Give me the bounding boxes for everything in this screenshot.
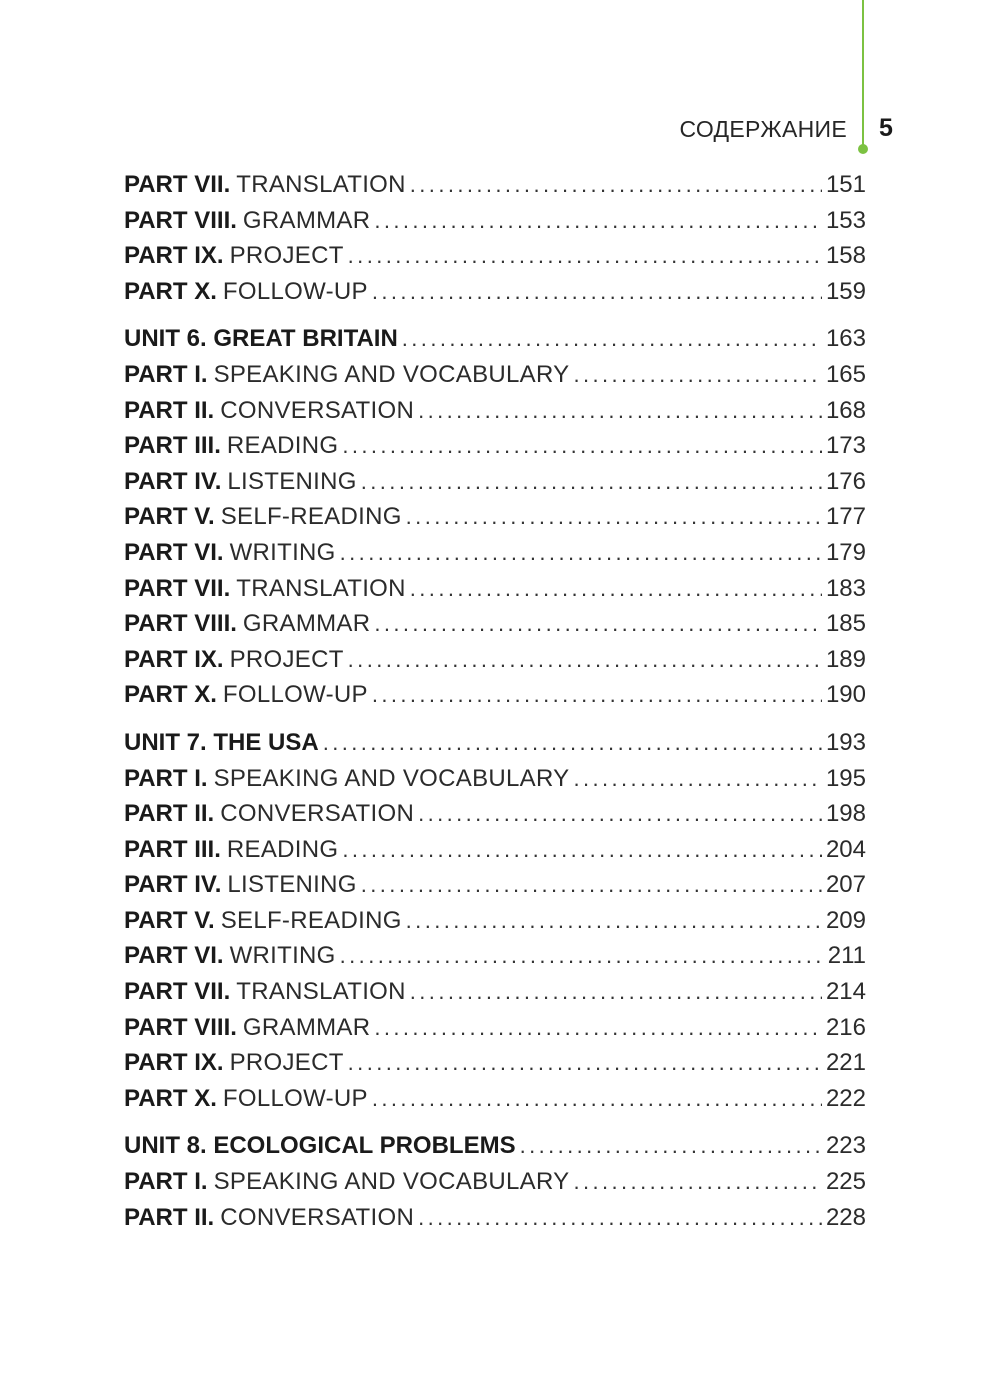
dot-leader	[374, 611, 822, 637]
toc-entry-title: WRITING	[229, 942, 336, 970]
toc-entry-page: 209	[825, 906, 866, 934]
toc-entry-heading: PART VIII.	[124, 1013, 237, 1041]
toc-entry-heading: UNIT 7. THE USA	[124, 728, 319, 756]
toc-entry-page: 179	[825, 538, 866, 566]
toc-entry[interactable]	[124, 361, 866, 397]
dot-leader	[406, 504, 822, 530]
dot-leader	[520, 1133, 822, 1159]
toc-entry[interactable]	[124, 242, 866, 278]
toc-group	[124, 325, 866, 717]
toc-entry[interactable]	[124, 171, 866, 207]
toc-entry-heading: PART IV.	[124, 467, 222, 495]
dot-leader	[402, 326, 822, 352]
dot-leader	[372, 682, 822, 708]
toc-entry-page: 190	[825, 681, 866, 709]
toc-entry[interactable]	[124, 1085, 866, 1121]
toc-entry-heading: PART I.	[124, 1168, 208, 1196]
dot-leader	[410, 979, 822, 1005]
toc-entry[interactable]	[124, 729, 866, 765]
toc-entry-title: GRAMMAR	[242, 206, 371, 234]
toc-entry-page: 195	[825, 764, 866, 792]
toc-entry-heading: PART X.	[124, 1084, 217, 1112]
toc-entry[interactable]	[124, 978, 866, 1014]
toc-entry[interactable]	[124, 907, 866, 943]
toc-entry-title: CONVERSATION	[220, 800, 415, 828]
toc-entry-title: FOLLOW-UP	[222, 277, 368, 305]
toc-entry[interactable]	[124, 800, 866, 836]
toc-entry-title: LISTENING	[227, 871, 357, 899]
toc-entry-page: 216	[825, 1013, 866, 1041]
dot-leader	[348, 647, 822, 673]
toc-entry-heading: PART VI.	[124, 942, 224, 970]
toc-entry-page: 168	[825, 396, 866, 424]
toc-entry[interactable]	[124, 1168, 866, 1204]
toc-entry-heading: PART III.	[124, 432, 221, 460]
toc-entry-page: 198	[825, 800, 866, 828]
toc-entry-heading: PART VIII.	[124, 610, 237, 638]
toc-entry-page: 228	[825, 1203, 866, 1231]
toc-entry-page: 222	[825, 1084, 866, 1112]
toc-entry-title: LISTENING	[227, 467, 357, 495]
toc-entry-heading: PART VII.	[124, 171, 231, 198]
toc-entry[interactable]	[124, 681, 866, 717]
toc-entry[interactable]	[124, 539, 866, 575]
toc-entry[interactable]	[124, 1132, 866, 1168]
toc-entry-heading: PART VII.	[124, 978, 231, 1006]
toc-entry-page: 207	[825, 871, 866, 899]
toc-entry[interactable]	[124, 397, 866, 433]
toc-entry[interactable]	[124, 871, 866, 907]
toc-entry-page: 158	[825, 242, 866, 270]
toc-group	[124, 171, 866, 313]
toc-entry-title: TRANSLATION	[236, 574, 406, 602]
dot-leader	[372, 279, 822, 305]
toc-entry-title: TRANSLATION	[236, 978, 406, 1006]
toc-entry[interactable]	[124, 278, 866, 314]
toc-entry[interactable]	[124, 836, 866, 872]
toc-entry[interactable]	[124, 1049, 866, 1085]
toc-entry-heading: PART V.	[124, 503, 215, 531]
toc-entry-page: 151	[825, 171, 866, 198]
dot-leader	[418, 398, 822, 424]
toc-entry-heading: PART VIII.	[124, 206, 237, 234]
toc-entry-heading: PART X.	[124, 681, 217, 709]
toc-entry-title: FOLLOW-UP	[222, 1084, 368, 1112]
toc-entry-heading: PART III.	[124, 835, 221, 863]
toc-entry-page: 221	[825, 1049, 866, 1077]
green-dot-marker	[858, 144, 868, 154]
toc-entry[interactable]	[124, 575, 866, 611]
toc-entry[interactable]	[124, 646, 866, 682]
dot-leader	[410, 172, 822, 198]
toc-entry-heading: PART II.	[124, 800, 215, 828]
toc-entry-title: SPEAKING AND VOCABULARY	[213, 764, 570, 792]
toc-entry-heading: PART VI.	[124, 538, 224, 566]
toc-entry-page: 159	[825, 277, 866, 305]
toc-entry-title: SPEAKING AND VOCABULARY	[213, 1168, 570, 1196]
toc-entry-page: 211	[827, 942, 866, 970]
dot-leader	[323, 730, 822, 756]
toc-entry[interactable]	[124, 942, 866, 978]
toc-entry-heading: PART IX.	[124, 645, 224, 673]
toc-entry-heading: PART IV.	[124, 871, 222, 899]
toc-entry[interactable]	[124, 468, 866, 504]
toc-entry-heading: PART II.	[124, 1203, 215, 1231]
toc-entry-page: 165	[825, 360, 866, 388]
toc-entry-page: 193	[825, 728, 866, 756]
toc-entry-page: 153	[825, 206, 866, 234]
dot-leader	[361, 469, 822, 495]
toc-entry-page: 189	[825, 645, 866, 673]
dot-leader	[372, 1086, 822, 1112]
table-of-contents	[124, 171, 866, 1251]
toc-entry[interactable]	[124, 207, 866, 243]
toc-entry-heading: UNIT 8. ECOLOGICAL PROBLEMS	[124, 1132, 516, 1160]
toc-entry-title: SPEAKING AND VOCABULARY	[213, 360, 570, 388]
toc-entry-page: 163	[825, 325, 866, 353]
toc-entry[interactable]	[124, 432, 866, 468]
toc-entry-title: READING	[226, 432, 339, 460]
toc-entry-title: TRANSLATION	[236, 171, 406, 198]
toc-entry-page: 183	[825, 574, 866, 602]
toc-entry[interactable]	[124, 1204, 866, 1240]
toc-group	[124, 729, 866, 1121]
toc-entry-page: 214	[825, 978, 866, 1006]
toc-entry-heading: PART IX.	[124, 1049, 224, 1077]
dot-leader	[342, 837, 822, 863]
toc-entry[interactable]	[124, 765, 866, 801]
dot-leader	[361, 872, 822, 898]
toc-entry-title: SELF-READING	[220, 906, 402, 934]
toc-entry[interactable]	[124, 503, 866, 539]
toc-entry-title: CONVERSATION	[220, 1203, 415, 1231]
dot-leader	[348, 1050, 822, 1076]
dot-leader	[406, 908, 822, 934]
toc-entry-title: GRAMMAR	[242, 1013, 371, 1041]
toc-entry[interactable]	[124, 325, 866, 361]
dot-leader	[418, 1205, 822, 1231]
toc-entry[interactable]	[124, 1014, 866, 1050]
dot-leader	[348, 243, 822, 269]
green-vertical-rule	[862, 0, 864, 148]
dot-leader	[410, 576, 822, 602]
dot-leader	[340, 540, 822, 566]
toc-entry-title: SELF-READING	[220, 503, 402, 531]
toc-entry-page: 225	[825, 1168, 866, 1196]
dot-leader	[573, 766, 821, 792]
dot-leader	[374, 1015, 822, 1041]
toc-entry-title: FOLLOW-UP	[222, 681, 368, 709]
toc-entry-heading: PART VII.	[124, 574, 231, 602]
toc-entry-title: WRITING	[229, 538, 336, 566]
running-head: СОДЕРЖАНИЕ	[679, 116, 847, 142]
toc-entry-page: 176	[825, 467, 866, 495]
toc-entry-heading: PART X.	[124, 277, 217, 305]
toc-entry-page: 223	[825, 1132, 866, 1160]
toc-entry-page: 173	[825, 432, 866, 460]
toc-entry[interactable]	[124, 610, 866, 646]
dot-leader	[573, 1169, 821, 1195]
toc-entry-title: GRAMMAR	[242, 610, 371, 638]
toc-group	[124, 1132, 866, 1239]
toc-entry-heading: PART V.	[124, 906, 215, 934]
dot-leader	[573, 362, 821, 388]
dot-leader	[418, 801, 822, 827]
toc-entry-title: CONVERSATION	[220, 396, 415, 424]
toc-entry-title: PROJECT	[229, 242, 344, 270]
toc-entry-page: 177	[825, 503, 866, 531]
toc-entry-title: PROJECT	[229, 1049, 344, 1077]
dot-leader	[342, 433, 822, 459]
toc-entry-title: READING	[226, 835, 339, 863]
toc-entry-page: 185	[825, 610, 866, 638]
toc-entry-heading: PART I.	[124, 360, 208, 388]
toc-entry-title: PROJECT	[229, 645, 344, 673]
toc-entry-heading: UNIT 6. GREAT BRITAIN	[124, 325, 398, 353]
toc-entry-heading: PART I.	[124, 764, 208, 792]
page-number: 5	[879, 114, 893, 142]
dot-leader	[374, 208, 822, 234]
toc-entry-heading: PART IX.	[124, 242, 224, 270]
dot-leader	[340, 943, 824, 969]
toc-entry-page: 204	[825, 835, 866, 863]
toc-entry-heading: PART II.	[124, 396, 215, 424]
